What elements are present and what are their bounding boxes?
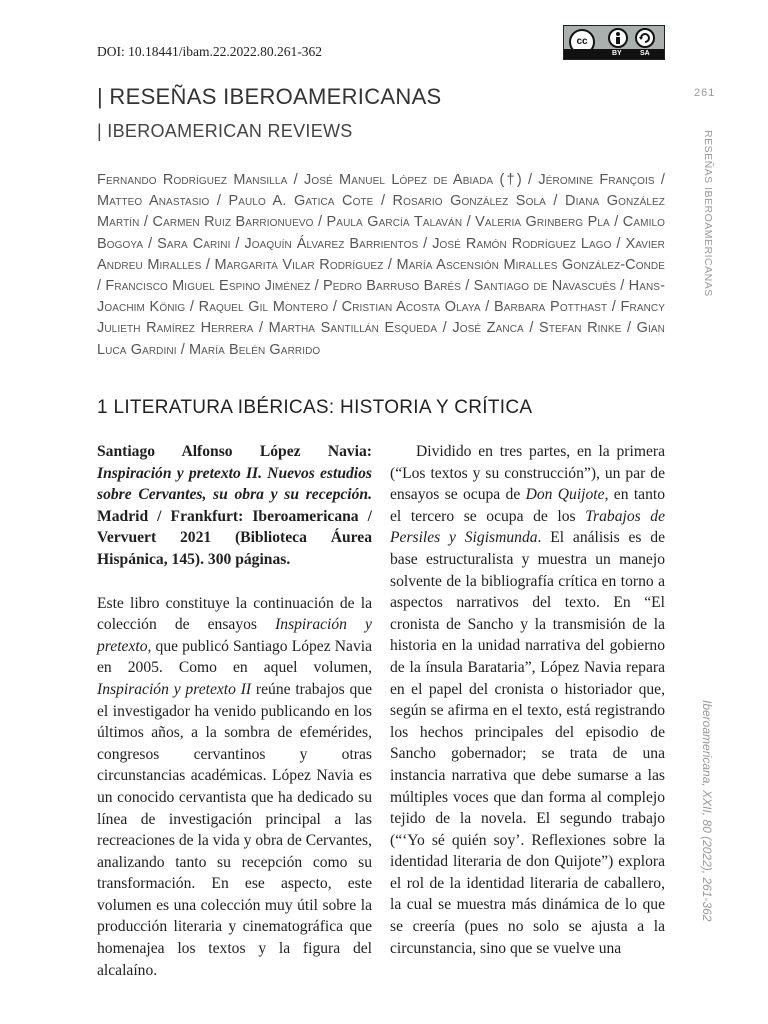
running-section-label: RESEÑAS IBEROAMERICANAS bbox=[702, 130, 714, 297]
section-subtitle: | IBEROAMERICAN REVIEWS bbox=[97, 121, 353, 141]
author-list: Fernando Rodríguez Mansilla / José Manuel López de Abiada (†) / Jéromine François / Matteo Anastasio / Paulo A. Gatica Cote / Rosario González Sola / Diana González Martín / Carmen Ruiz Barrionuevo / Paula García Talaván / Valeria Grinberg Pla / Camilo Bogoya / Sara Carini / Joaquín Álvarez Barrientos / José Ramón Rodríguez Lago / Xavier Andreu Miralles / Margarita Vilar Rodríguez / María Ascensión Miralles González-Conde / Francisco Miguel Espino Jiménez / Pedro Barruso Barés / Santiago de Navascués / Hans-Joachim König / Raquel Gil Montero / Cristian Acosta Olaya / Barbara Potthast / Francy Julieth Ramírez Herrera / Martha Santillán Esqueda / José Zanca / Stefan Rinke / Gian Luca Gardini / María Belén Garrido bbox=[97, 172, 665, 358]
italic-title: Trabajos de Persiles y Sigismunda bbox=[390, 507, 665, 547]
share-alike-icon bbox=[635, 28, 655, 48]
text-run: , en tanto el tercero se ocupa de los bbox=[390, 486, 665, 525]
right-paragraph bbox=[390, 441, 665, 959]
italic-title: Don Quijote bbox=[525, 486, 605, 504]
cc-by-sa-license-badge[interactable] bbox=[563, 25, 665, 60]
review-citation bbox=[97, 441, 372, 571]
text-run: , que publicó Santiago López Navia en 2005. Como en aquel volumen, bbox=[97, 637, 372, 677]
cc-icon: cc bbox=[569, 29, 595, 55]
text-run: . El análisis es de base estructuralista y muestra un manejo solvente de la bibliografía crítica en torno a aspectos narrativos del texto. En “El cronista de Sancho y la transmisión de la historia en la unidad narrativa del gobierno de la ínsula Barataria”, López Navia repara en el papel del cronista o historiador que, según se afirma en el texto, está registrando los hechos principales del episodio de Sancho gobernador; se trata de una instancia narrativa que debe sumarse a las múltiples voces que dan forma al complejo tejido de la novela. El segundo trabajo (“‘Yo sé quién soy’. Reflexiones sobre la identidad literaria de don Quijote”) explora el rol de la identidad literaria de caballero, la cual se muestra más dinámica de lo que se creería (pues no solo se ajusta a la circunstancia, sino que se vuelve una bbox=[390, 529, 665, 957]
text-run: Dividido en tres partes, en la primera (“Los textos y su construcción”), un par de ensayos se ocupa de bbox=[390, 443, 665, 504]
text-run: Este libro constituye la continuación de la colección de ensayos bbox=[97, 594, 372, 634]
text-run: reúne trabajos que el investigador ha venido publicando en los últimos años, a la sombra de efemérides, congresos cervantinos y otras circunstancias académicas. López Navia es un conocido cervantista que ha dedicado su línea de investigación principal a las recreaciones de la vida y obra de Cervantes, analizando tanto su recepción como su transformación. En ese aspecto, este volumen es una colección muy útil sobre la producción literaria y cinematográfica que homenajea los textos y la figura del alcalaíno. bbox=[97, 680, 372, 979]
sa-label: SA bbox=[640, 50, 650, 57]
page-number: 261 bbox=[694, 87, 716, 99]
italic-title: Inspiración y pretexto II bbox=[97, 680, 252, 698]
attribution-person-icon bbox=[608, 28, 628, 48]
book-title: Inspiración y pretexto II. Nuevos estudios sobre Cervantes, su obra y su recepción. bbox=[97, 464, 372, 504]
left-paragraph bbox=[97, 593, 372, 982]
by-label: BY bbox=[612, 50, 622, 57]
right-column bbox=[390, 441, 665, 959]
doi-line: DOI: 10.18441/ibam.22.2022.80.261-362 bbox=[97, 44, 322, 59]
chapter-heading: 1 LITERATURA IBÉRICAS: HISTORIA Y CRÍTICA bbox=[97, 397, 533, 418]
italic-title: Inspiración y pretexto bbox=[97, 616, 372, 655]
book-imprint: Madrid / Frankfurt: Iberoamericana / Vervuert 2021 (Biblioteca Áurea Hispánica, 145). 300 páginas. bbox=[97, 507, 372, 568]
license-band bbox=[564, 49, 664, 59]
section-title: | RESEÑAS IBEROAMERICANAS bbox=[97, 84, 442, 109]
review-author: Santiago Alfonso López Navia: bbox=[97, 443, 372, 460]
journal-citation: Iberoamericana, XXII, 80 (2022), 261-362 bbox=[700, 700, 714, 922]
left-column bbox=[97, 441, 372, 981]
